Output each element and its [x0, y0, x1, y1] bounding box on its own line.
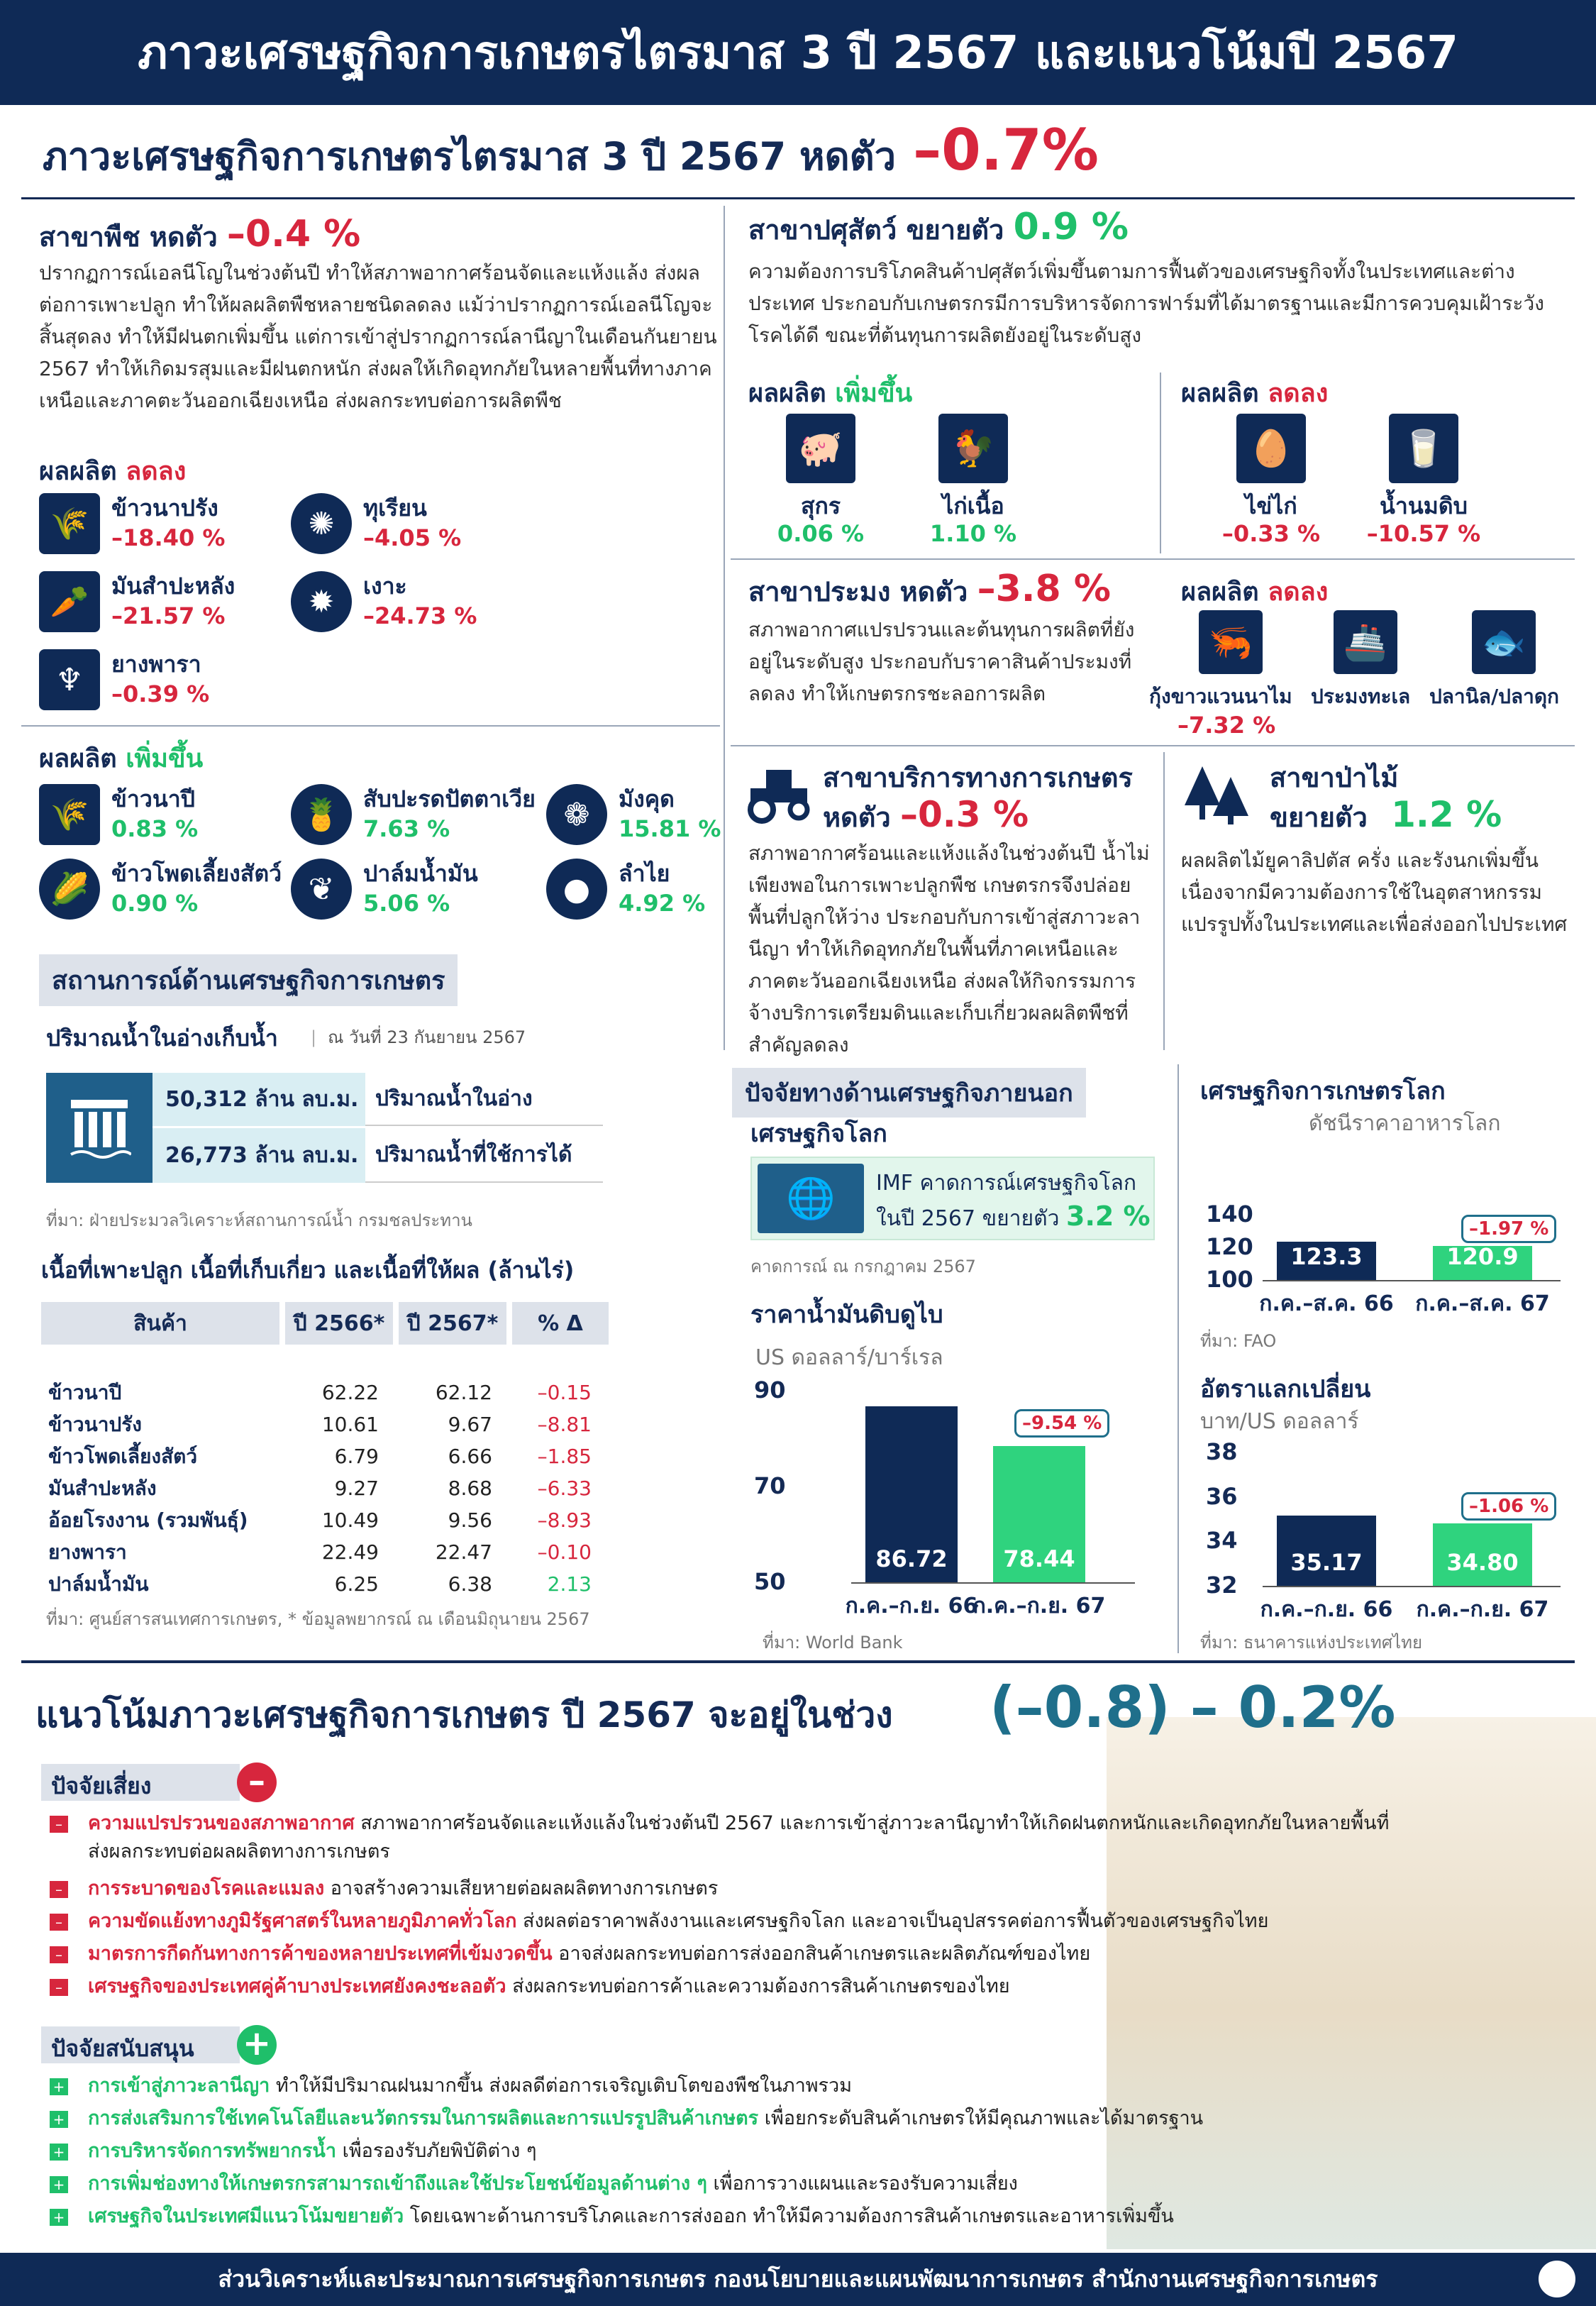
- y-tick-label: 34: [1206, 1527, 1238, 1555]
- table-title: เนื้อที่เพาะปลูก เนื้อที่เก็บเกี่ยว และเนื้อที่ให้ผล (ล้านไร่): [41, 1257, 575, 1284]
- table-header: % Δ: [509, 1302, 609, 1345]
- cassava-icon: 🥕: [39, 571, 100, 632]
- fishery-decrease-heading: ผลผลิต ลดลง: [1181, 578, 1329, 607]
- oil-source: ที่มา: World Bank: [763, 1633, 903, 1653]
- livestock-title: สาขาปศุสัตว์ ขยายตัว 0.9 %: [748, 206, 1129, 248]
- food-sub: ดัชนีราคาอาหารโลก: [1309, 1111, 1501, 1136]
- outlook-title: แนวโน้มภาวะเศรษฐกิจการเกษตร ปี 2567 จะอยู่ในช่วง: [35, 1694, 893, 1736]
- crop-item-rice-offseason: 🌾 ข้าวนาปรัง –18.40 %: [39, 493, 225, 554]
- durian-icon: ✺: [291, 493, 352, 554]
- livestock-decrease-heading: ผลผลิต ลดลง: [1181, 379, 1329, 408]
- livestock-broiler-value: 1.10 %: [929, 520, 1017, 547]
- divider: [21, 1660, 1575, 1663]
- summary-value: –0.7%: [913, 117, 1099, 183]
- fx-unit: บาท/US ดอลลาร์: [1200, 1409, 1359, 1434]
- livestock-increase-heading: ผลผลิต เพิ่มขึ้น: [748, 379, 913, 408]
- y-tick-label: 90: [754, 1377, 786, 1403]
- crop-item-longan: ● ลำไย 4.92 %: [546, 859, 705, 920]
- outlook-range: (–0.8) – 0.2%: [990, 1675, 1396, 1740]
- page-header: [0, 0, 1596, 105]
- forest-icon: [1181, 763, 1252, 827]
- livestock-pig-name: สุกร: [800, 492, 841, 519]
- x-axis-line: [851, 1582, 1135, 1584]
- bar-ก.ค.–ส.ค. 67: 120.9: [1433, 1246, 1532, 1280]
- table-row: มันสำปะหลัง 9.27 8.68 –6.33: [48, 1476, 592, 1500]
- mangosteen-icon: ❁: [546, 784, 607, 845]
- services-value: –0.3 %: [899, 794, 1029, 835]
- table-row: ข้าวนาปรัง 10.61 9.67 –8.81: [48, 1412, 592, 1436]
- y-tick-label: 32: [1206, 1572, 1238, 1599]
- crop-item-pineapple: 🍍 สับปะรดปัตตาเวีย 7.63 %: [291, 784, 536, 845]
- support-label: ปัจจัยสนับสนุน: [41, 2026, 240, 2063]
- oil-title: ราคาน้ำมันดิบดูไบ: [750, 1301, 943, 1329]
- table-header: สินค้า: [41, 1302, 282, 1345]
- table-header: ปี 2566*: [282, 1302, 396, 1345]
- water-volume-value: 50,312 ล้าน ลบ.ม.: [153, 1073, 365, 1126]
- external-banner: ปัจจัยทางด้านเศรษฐกิจภายนอก: [732, 1068, 1086, 1118]
- rice-icon: 🌾: [39, 493, 100, 554]
- risk-item: – มาตรการกีดกันทางการค้าของหลายประเทศที่เข้มงวดขึ้น อาจส่งผลกระทบต่อการส่งออกสินค้าเกษตรและผลิตภัณฑ์ของไทย: [50, 1940, 1483, 1968]
- forestry-desc: ผลผลิตไม้ยูคาลิปตัส ครั่ง และรังนกเพิ่มขึ้น เนื่องจากมีความต้องการใช้ในอุตสาหกรรมแปรรูปทั้งในประเทศและเพื่อส่งออกไปประเทศ: [1181, 849, 1568, 936]
- crops-desc: ปรากฏการณ์เอลนีโญในช่วงต้นปี ทำให้สภาพอากาศร้อนจัดและแห้งแล้ง ส่งผลต่อการเพาะปลูก ทำให้ผลผลิตพืชหลายชนิดลดลง แม้ว่าปรากฏการณ์เอลนีโญจะสิ้นสุดลง ทำให้มีฝนตกเพิ่มขึ้น แต่การเข้าสู่ปรากฏการณ์ลานีญาในเดือนกันยายน 2567 ทำให้เกิดมรสุมและมีฝนตกหนัก ส่งผลให้เกิดอุทกภัยในหลายพื้นที่ทางภาคเหนือและภาคตะวันออกเฉียงเหนือ ส่งผลกระทบต่อการผลิตพืช: [39, 261, 717, 412]
- fx-source: ที่มา: ธนาคารแห่งประเทศไทย: [1200, 1633, 1423, 1653]
- shrimp-icon: 🦐: [1199, 610, 1263, 674]
- livestock-desc: ความต้องการบริโภคสินค้าปศุสัตว์เพิ่มขึ้นตามการฟื้นตัวของเศรษฐกิจทั้งในประเทศและต่างประเทศ ประกอบกับเกษตรกรมีการบริหารจัดการฟาร์มที่ได้มาตรฐานและมีการควบคุมเฝ้าระวังโรคได้ดี ขณะที่ต้นทุนการผลิตยังอยู่ในระดับสูง: [748, 260, 1544, 347]
- crops-title: สาขาพืช หดตัว –0.4 %: [39, 213, 361, 255]
- fishery-value: –3.8 %: [977, 568, 1111, 610]
- milk-icon: 🥛: [1389, 414, 1458, 483]
- y-tick-label: 140: [1206, 1201, 1253, 1228]
- risk-item: – ความขัดแย้งทางภูมิรัฐศาสตร์ในหลายภูมิภาคทั่วโลก ส่งผลต่อราคาพลังงานและเศรษฐกิจโลก และอาจเป็นอุปสรรคต่อการฟื้นตัวของเศรษฐกิจไทย: [50, 1907, 1483, 1936]
- services-title: สาขาบริการทางการเกษตร หดตัว –0.3 %: [823, 762, 1133, 835]
- bar-ก.ค.–ก.ย. 67: 34.80: [1433, 1523, 1532, 1586]
- livestock-milk-value: –10.57 %: [1366, 520, 1481, 547]
- water-usable-value: 26,773 ล้าน ลบ.ม.: [153, 1128, 365, 1183]
- y-tick-label: 120: [1206, 1233, 1253, 1260]
- plus-icon: +: [50, 2144, 68, 2161]
- livestock-value: 0.9 %: [1013, 206, 1129, 248]
- fish-icon: 🐟: [1472, 610, 1536, 674]
- x-axis-line: [1263, 1280, 1561, 1281]
- bar-ก.ค.–ส.ค. 66: 123.3: [1277, 1242, 1376, 1280]
- imf-value: 3.2 %: [1066, 1201, 1151, 1232]
- risk-label: ปัจจัยเสี่ยง: [41, 1764, 240, 1801]
- fishing-boat-icon: 🚢: [1334, 610, 1397, 674]
- y-tick-label: 100: [1206, 1266, 1253, 1293]
- tractor-icon: [745, 763, 816, 827]
- support-item: + การส่งเสริมการใช้เทคโนโลยีและนวัตกรรมในการผลิตและการแปรรูปสินค้าเกษตร เพื่อยกระดับสินค้าเกษตรให้มีคุณภาพและได้มาตรฐาน: [50, 2104, 1483, 2133]
- change-badge: –1.06 %: [1461, 1492, 1556, 1521]
- livestock-broiler-name: ไก่เนื้อ: [942, 492, 1004, 519]
- footer-text: ส่วนวิเคราะห์และประมาณการเศรษฐกิจการเกษตร กองนโยบายและแผนพัฒนาการเกษตร สำนักงานเศรษฐกิจการเกษตร: [218, 2266, 1378, 2293]
- divider: [1177, 1064, 1179, 1653]
- crop-area-table: [41, 1302, 609, 1600]
- fishery-tilapia-name: ปลานิล/ปลาดุก: [1429, 685, 1559, 708]
- table-row: อ้อยโรงงาน (รวมพันธุ์) 10.49 9.56 –8.93: [48, 1508, 592, 1532]
- crop-item-mangosteen: ❁ มังคุด 15.81 %: [546, 784, 721, 845]
- plus-icon: +: [50, 2078, 68, 2095]
- imf-note: คาดการณ์ ณ กรกฎาคม 2567: [750, 1257, 976, 1276]
- support-item: + การเพิ่มช่องทางให้เกษตรกรสามารถเข้าถึงและใช้ประโยชน์ข้อมูลด้านต่าง ๆ เพื่อการวางแผนและรองรับความเสี่ยง: [50, 2170, 1483, 2198]
- risk-item: – การระบาดของโรคและแมลง อาจสร้างความเสียหายต่อผลผลิตทางการเกษตร: [50, 1875, 1483, 1903]
- risk-item: – เศรษฐกิจของประเทศคู่ค้าบางประเทศยังคงชะลอตัว ส่งผลกระทบต่อการค้าและความต้องการสินค้าเกษตรของไทย: [50, 1973, 1483, 2001]
- crop-item-maize: 🌽 ข้าวโพดเลี้ยงสัตว์ 0.90 %: [39, 859, 282, 920]
- table-row: ข้าวนาปี 62.22 62.12 –0.15: [48, 1380, 592, 1404]
- divider: [724, 206, 725, 1050]
- minus-icon: –: [50, 1914, 68, 1931]
- x-tick-label: ก.ค.–ก.ย. 67: [1416, 1597, 1549, 1622]
- minus-icon: –: [50, 1881, 68, 1898]
- minus-icon: –: [237, 1762, 277, 1802]
- divider: [731, 745, 1575, 746]
- table-row: ยางพารา 22.49 22.47 –0.10: [48, 1540, 592, 1564]
- fishery-marine-name: ประมงทะเล: [1311, 685, 1411, 708]
- x-tick-label: ก.ค.–ก.ย. 66: [1260, 1597, 1393, 1622]
- livestock-milk-name: น้ำนมดิบ: [1380, 492, 1468, 519]
- divider: [1163, 752, 1165, 1050]
- crops-value: –0.4 %: [226, 213, 361, 255]
- support-item: + การบริหารจัดการทรัพยากรน้ำ เพื่อรองรับภัยพิบัติต่าง ๆ: [50, 2137, 1483, 2166]
- minus-icon: –: [50, 1816, 68, 1833]
- y-tick-label: 70: [754, 1472, 786, 1499]
- crop-item-cassava: 🥕 มันสำปะหลัง –21.57 %: [39, 571, 235, 632]
- table-source: ที่มา: ศูนย์สารสนเทศการเกษตร, * ข้อมูลพยากรณ์ ณ เดือนมิถุนายน 2567: [46, 1609, 590, 1629]
- x-tick-label: ก.ค.–ส.ค. 67: [1415, 1291, 1550, 1316]
- situation-banner: สถานการณ์ด้านเศรษฐกิจการเกษตร: [39, 954, 458, 1006]
- crop-item-rambutan: ✹ เงาะ –24.73 %: [291, 571, 477, 632]
- water-usable-label: ปริมาณน้ำที่ใช้การได้: [365, 1128, 603, 1183]
- bar-ก.ค.–ก.ย. 67: 78.44: [993, 1446, 1085, 1582]
- y-tick-label: 50: [754, 1568, 786, 1595]
- water-title: ปริมาณน้ำในอ่างเก็บน้ำ: [46, 1025, 278, 1052]
- fishery-title: สาขาประมง หดตัว –3.8 %: [748, 568, 1111, 610]
- plus-icon: +: [50, 2209, 68, 2226]
- oil-palm-icon: ❦: [291, 859, 352, 920]
- change-badge: –1.97 %: [1461, 1215, 1556, 1243]
- maize-icon: 🌽: [39, 859, 100, 920]
- minus-icon: –: [50, 1979, 68, 1996]
- forestry-value: 1.2 %: [1391, 794, 1502, 835]
- water-volume-label: ปริมาณน้ำในอ่าง: [365, 1073, 603, 1126]
- crop-item-oil-palm: ❦ ปาล์มน้ำมัน 5.06 %: [291, 859, 478, 920]
- food-title: เศรษฐกิจการเกษตรโลก: [1200, 1077, 1446, 1105]
- divider: [21, 197, 1575, 199]
- forestry-title: สาขาป่าไม้ ขยายตัว 1.2 %: [1270, 762, 1502, 835]
- globe-dollar-icon: 🌐: [758, 1164, 864, 1233]
- divider: [1160, 373, 1161, 553]
- plus-icon: +: [50, 2176, 68, 2193]
- support-item: + การเข้าสู่ภาวะลานีญา ทำให้มีปริมาณฝนมากขึ้น ส่งผลดีต่อการเจริญเติบโตของพืชในภาพรวม: [50, 2072, 1483, 2100]
- fishery-desc: สภาพอากาศแปรปรวนและต้นทุนการผลิตที่ยังอยู่ในระดับสูง ประกอบกับราคาสินค้าประมงที่ลดลง ทำให้เกษตรกรชะลอการผลิต: [748, 618, 1135, 705]
- footer: [0, 2253, 1596, 2306]
- support-item: + เศรษฐกิจในประเทศมีแนวโน้มขยายตัว โดยเฉพาะด้านการบริโภคและการส่งออก ทำให้มีความต้องการสินค้าเกษตรและอาหารเพิ่มขึ้น: [50, 2202, 1483, 2231]
- y-tick-label: 36: [1206, 1482, 1238, 1510]
- water-date: | ณ วันที่ 23 กันยายน 2567: [311, 1027, 526, 1047]
- dam-icon: [46, 1073, 153, 1183]
- imf-text: IMF คาดการณ์เศรษฐกิจโลก ในปี 2567 ขยายตัว 3.2 %: [876, 1171, 1151, 1232]
- agency-emblem-icon: [1536, 2258, 1578, 2300]
- egg-icon: 🥚: [1236, 414, 1306, 483]
- world-econ-title: เศรษฐกิจโลก: [750, 1120, 887, 1148]
- crops-decrease-heading: ผลผลิต ลดลง: [39, 457, 187, 486]
- summary-title: ภาวะเศรษฐกิจการเกษตรไตรมาส 3 ปี 2567 หดตัว –0.7%: [43, 117, 1099, 183]
- fishery-shrimp-value: –7.32 %: [1177, 712, 1276, 739]
- fishery-shrimp-name: กุ้งขาวแวนนาไม: [1149, 685, 1292, 708]
- x-axis-line: [1263, 1586, 1561, 1587]
- crop-item-durian: ✺ ทุเรียน –4.05 %: [291, 493, 461, 554]
- y-tick-label: 38: [1206, 1438, 1238, 1465]
- rubber-tree-icon: ♆: [39, 649, 100, 710]
- water-source: ที่มา: ฝ่ายประมวลวิเคราะห์สถานการณ์น้ำ กรมชลประทาน: [46, 1210, 472, 1230]
- plus-icon: +: [50, 2111, 68, 2128]
- table-row: ข้าวโพดเลี้ยงสัตว์ 6.79 6.66 –1.85: [48, 1444, 592, 1468]
- x-tick-label: ก.ค.–ส.ค. 66: [1259, 1291, 1394, 1316]
- minus-icon: –: [50, 1946, 68, 1963]
- services-desc: สภาพอากาศร้อนและแห้งแล้งในช่วงต้นปี น้ำไม่เพียงพอในการเพาะปลูกพืช เกษตรกรจึงปล่อยพื้นที่ปลูกให้ว่าง ประกอบกับการเข้าสู่สภาวะลานีญา ทำให้เกิดอุทกภัยในพื้นที่ภาคเหนือและภาคตะวันออกเฉียงเหนือ ส่งผลให้กิจกรรมการจ้างบริการเตรียมดินและเก็บเกี่ยวผลผลิตพืชที่สำคัญลดลง: [748, 842, 1150, 1057]
- divider: [21, 725, 720, 727]
- x-tick-label: ก.ค.–ก.ย. 66: [845, 1594, 978, 1618]
- plus-icon: +: [237, 2025, 277, 2065]
- chicken-icon: 🐓: [938, 414, 1008, 483]
- pineapple-icon: 🍍: [291, 784, 352, 845]
- crop-item-rubber: ♆ ยางพารา –0.39 %: [39, 649, 209, 710]
- x-tick-label: ก.ค.–ก.ย. 67: [972, 1594, 1106, 1618]
- crop-item-rice-main: 🌾 ข้าวนาปี 0.83 %: [39, 784, 198, 845]
- livestock-egg-name: ไข่ไก่: [1245, 492, 1297, 519]
- livestock-egg-value: –0.33 %: [1221, 520, 1321, 547]
- risk-item: – ความแปรปรวนของสภาพอากาศ สภาพอากาศร้อนจัดและแห้งแล้งในช่วงต้นปี 2567 และการเข้าสู่ภาวะลานีญาทำให้เกิดฝนตกหนักและเกิดอุทกภัยในหลายพื้นที่ ส่งผลกระทบต่อผลผลิตทางการเกษตร: [50, 1809, 1483, 1866]
- rambutan-icon: ✹: [291, 571, 352, 632]
- food-source: ที่มา: FAO: [1200, 1331, 1277, 1351]
- rice-icon: 🌾: [39, 784, 100, 845]
- bar-ก.ค.–ก.ย. 66: 35.17: [1277, 1516, 1376, 1586]
- divider: [731, 558, 1575, 560]
- table-row: ปาล์มน้ำมัน 6.25 6.38 2.13: [48, 1572, 592, 1596]
- table-header: ปี 2567*: [396, 1302, 509, 1345]
- livestock-pig-value: 0.06 %: [777, 520, 865, 547]
- page-title: ภาวะเศรษฐกิจการเกษตรไตรมาส 3 ปี 2567 และแนวโน้มปี 2567: [138, 27, 1458, 79]
- pig-icon: 🐖: [786, 414, 855, 483]
- fx-title: อัตราแลกเปลี่ยน: [1200, 1375, 1371, 1403]
- change-badge: –9.54 %: [1014, 1409, 1109, 1438]
- oil-unit: US ดอลลาร์/บาร์เรล: [755, 1345, 943, 1370]
- longan-icon: ●: [546, 859, 607, 920]
- bar-ก.ค.–ก.ย. 66: 86.72: [865, 1406, 958, 1582]
- crops-increase-heading: ผลผลิต เพิ่มขึ้น: [39, 744, 204, 773]
